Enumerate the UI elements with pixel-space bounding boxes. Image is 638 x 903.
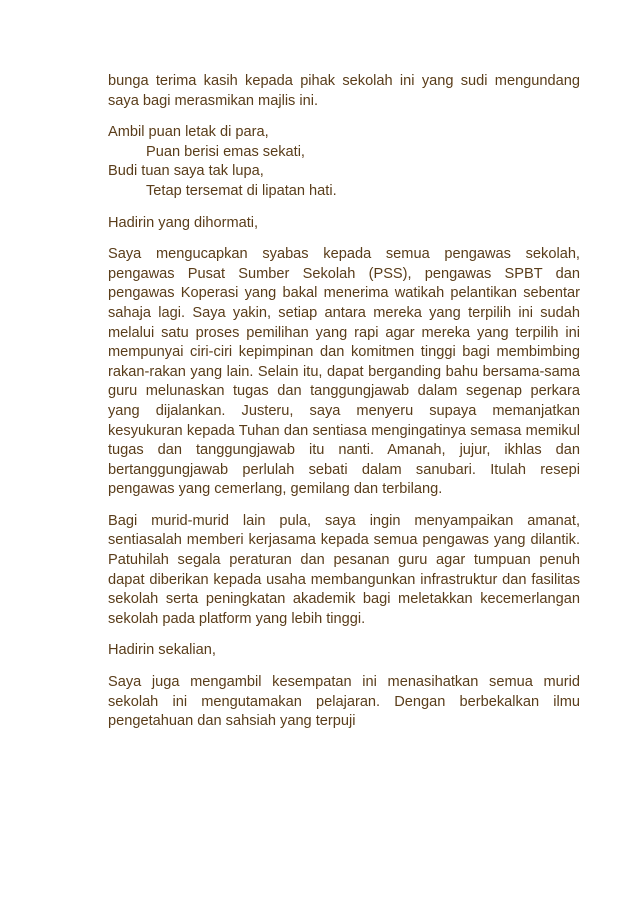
pantun	[108, 123, 580, 201]
intro-paragraph: bunga terima kasih kepada pihak sekolah ini yang sudi mengundang saya bagi merasmikan majlis ini.	[108, 73, 580, 109]
pantun-line: Puan berisi emas sekati,	[146, 143, 305, 160]
greeting-heading: Hadirin yang dihormati,	[108, 214, 259, 231]
body-paragraph: Saya mengucapkan syabas kepada semua pengawas sekolah, pengawas Pusat Sumber Sekolah (PSS), pengawas SPBT dan pengawas Koperasi yang bakal menerima watikah pelantikan sebentar sahaja lagi. Saya yakin, setiap antara mereka yang terpilih ini sudah melalui satu proses pemilihan yang rapi agar mereka yang terpilih ini mempunyai ciri-ciri kepimpinan dan komitmen tinggi bagi membimbing rakan-rakan yang lain. Selain itu, dapat berganding bahu bersama-sama guru melunaskan tugas dan tanggungjawab dalam segenap perkara yang dijalankan. Justeru, saya menyeru supaya memanjatkan kesyukuran kepada Tuhan dan sentiasa mengingatinya semasa memikul tugas dan tanggungjawab itu nanti. Amanah, jujur, ikhlas dan bertanggungjawab perlulah sebati dalam sanubari. Itulah resepi pengawas yang cemerlang, gemilang dan terbilang.	[108, 246, 580, 498]
body-paragraph: Saya juga mengambil kesempatan ini menasihatkan semua murid sekolah ini mengutamakan pelajaran. Dengan berbekalkan ilmu pengetahuan dan sahsiah yang terpuji	[108, 674, 580, 730]
document-page	[108, 72, 580, 732]
pantun-line: Tetap tersemat di lipatan hati.	[146, 182, 337, 199]
pantun-line: Budi tuan saya tak lupa,	[108, 163, 264, 180]
pantun-line: Ambil puan letak di para,	[108, 124, 269, 141]
body-paragraph: Bagi murid-murid lain pula, saya ingin menyampaikan amanat, sentiasalah memberi kerjasama kepada semua pengawas yang dilantik. Patuhilah segala peraturan dan pesanan guru agar tumpuan penuh dapat diberikan kepada usaha membangunkan infrastruktur dan fasilitas sekolah serta peningkatan akademik bagi meletakkan kecemerlangan sekolah pada platform yang lebih tinggi.	[108, 512, 580, 627]
greeting-heading: Hadirin sekalian,	[108, 642, 216, 659]
